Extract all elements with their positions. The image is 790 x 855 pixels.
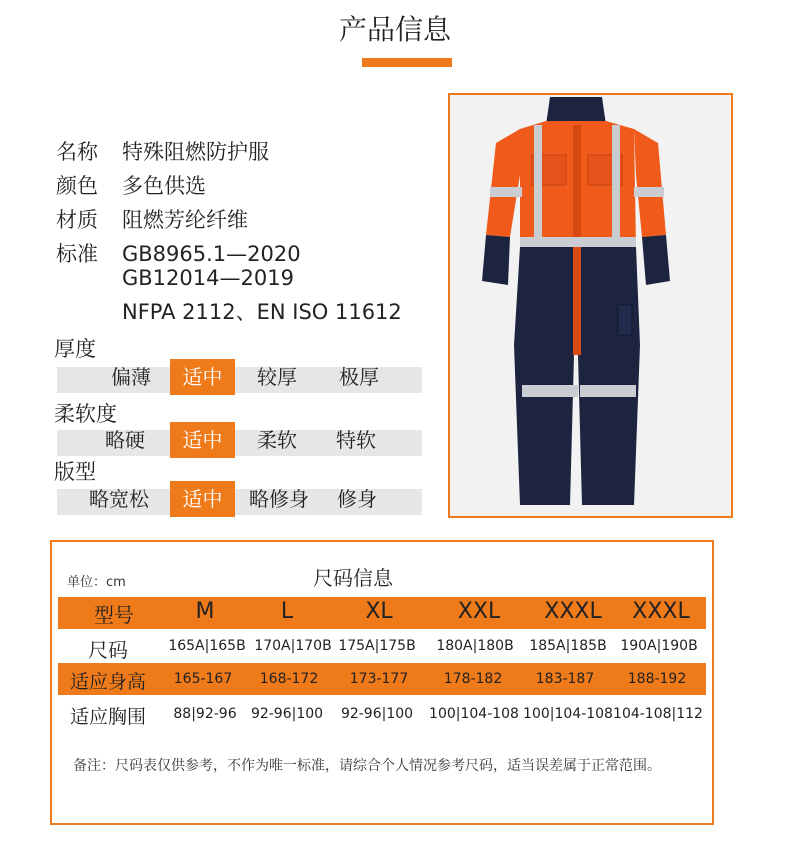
row-label: 尺码: [88, 638, 128, 662]
spec-key: 材质: [56, 208, 98, 232]
spec-key: 名称: [56, 140, 98, 164]
size-header-cell: M: [195, 599, 215, 624]
table-row: [58, 634, 706, 662]
spec-key: 标准: [56, 242, 98, 266]
size-header-cell: XXXL: [632, 599, 690, 624]
softness-option: 略硬: [105, 428, 145, 452]
product-photo: [448, 93, 733, 518]
fit-options: [57, 489, 422, 515]
table-cell: 178-182: [443, 671, 503, 687]
thickness-option: 较厚: [257, 365, 297, 389]
standard-line: NFPA 2112、EN ISO 11612: [122, 300, 402, 324]
thickness-option: 极厚: [339, 365, 379, 389]
softness-option: 特软: [336, 428, 376, 452]
table-cell: 100|104-108: [429, 706, 519, 722]
fit-option-selected: 适中: [170, 481, 235, 517]
spec-value: GB8965.1—2020: [122, 242, 301, 266]
softness-option: 柔软: [257, 428, 297, 452]
table-cell: 88|92-96: [173, 706, 237, 722]
size-header-cell: XXXL: [544, 599, 602, 624]
table-cell: 173-177: [349, 671, 409, 687]
table-cell: 180A|180B: [436, 638, 514, 654]
thickness-options: [57, 367, 422, 393]
softness-label: 柔软度: [54, 402, 117, 426]
thickness-option: 偏薄: [111, 365, 151, 389]
table-cell: 175A|175B: [338, 638, 416, 654]
standard-line: GB12014—2019: [122, 266, 294, 290]
row-label: 适应胸围: [69, 706, 146, 728]
fit-option: 略修身: [249, 487, 309, 511]
table-cell: 104-108|112: [613, 706, 703, 722]
size-note: 备注：尺码表仅供参考，不作为唯一标准，请综合个人情况参考尺码，适当误差属于正常范围。: [73, 758, 661, 774]
table-cell: 92-96|100: [340, 706, 414, 722]
page-title: 产品信息: [338, 13, 451, 46]
spec-standard: [56, 238, 301, 268]
fit-option: 修身: [337, 487, 377, 511]
softness-options: [57, 430, 422, 456]
thickness-label: 厚度: [54, 337, 96, 361]
table-cell: 190A|190B: [620, 638, 698, 654]
spec-value: 阻燃芳纶纤维: [122, 208, 248, 232]
softness-option-selected: 适中: [170, 422, 235, 458]
table-row: [58, 702, 706, 730]
spec-color: [56, 170, 206, 200]
fit-label: 版型: [54, 460, 96, 484]
thickness-option-selected: 适中: [170, 359, 235, 395]
spec-value: 多色供选: [122, 174, 206, 198]
table-cell: 100|104-108: [523, 706, 613, 722]
table-cell: 170A|170B: [254, 638, 332, 654]
fit-option: 略宽松: [89, 487, 149, 511]
size-header-cell: XXL: [457, 599, 501, 624]
size-table-title: 尺码信息: [313, 566, 393, 590]
size-header-cell: L: [280, 599, 294, 624]
table-cell: 188-192: [627, 671, 687, 687]
unit-label: 单位：cm: [67, 575, 126, 590]
coverall-illustration: [450, 95, 731, 516]
table-cell: 92-96|100: [250, 706, 324, 722]
size-header-cell: XL: [365, 599, 393, 624]
size-header-row: [58, 597, 706, 629]
table-cell: 185A|185B: [529, 638, 607, 654]
spec-material: [56, 204, 248, 234]
table-cell: 168-172: [259, 671, 319, 687]
spec-name: [56, 136, 269, 166]
table-row: [58, 663, 706, 695]
row-label: 适应身高: [69, 671, 146, 693]
table-cell: 165-167: [173, 671, 233, 687]
size-header-cell: 型号: [94, 603, 134, 627]
table-cell: 183-187: [535, 671, 595, 687]
table-cell: 165A|165B: [168, 638, 246, 654]
title-underline: [362, 58, 452, 67]
spec-key: 颜色: [56, 174, 98, 198]
spec-value: 特殊阻燃防护服: [122, 140, 269, 164]
